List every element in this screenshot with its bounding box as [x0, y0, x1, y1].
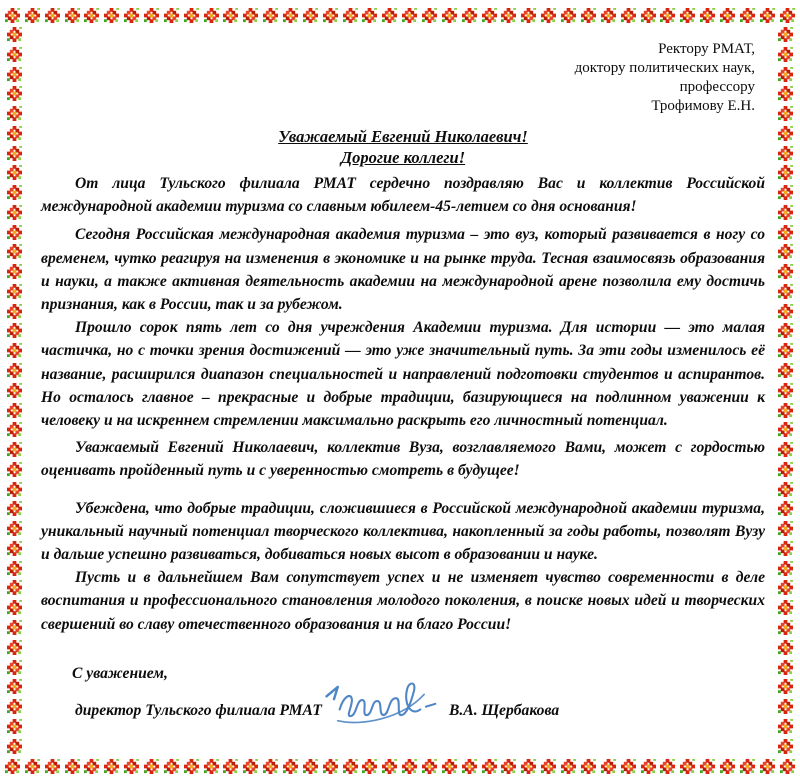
- flower-icon: [778, 304, 793, 319]
- letter-body: [41, 172, 765, 636]
- letter-content: [41, 32, 765, 743]
- flower-icon: [382, 8, 397, 23]
- flower-icon: [65, 759, 80, 774]
- flower-icon: [422, 8, 437, 23]
- flower-icon: [7, 106, 22, 121]
- flower-icon: [778, 323, 793, 338]
- flower-icon: [778, 47, 793, 62]
- flower-icon: [7, 304, 22, 319]
- flower-icon: [7, 462, 22, 477]
- flower-icon: [7, 403, 22, 418]
- flower-icon: [382, 759, 397, 774]
- flower-icon: [501, 759, 516, 774]
- flower-icon: [7, 244, 22, 259]
- flower-icon: [581, 759, 596, 774]
- flower-icon: [462, 8, 477, 23]
- paragraph: Пусть и в дальнейшем Вам сопутствует успех и не изменяет чувство современности в деле воспитания и профессионального становления молодого поколения, в поиске новых идей и творческих свершений во славу отечественного образования и на благо России!: [41, 569, 765, 633]
- flower-icon: [778, 679, 793, 694]
- flower-icon: [243, 759, 258, 774]
- flower-icon: [778, 106, 793, 121]
- flower-icon: [740, 8, 755, 23]
- flower-icon: [7, 521, 22, 536]
- flower-icon: [45, 8, 60, 23]
- flower-icon: [680, 759, 695, 774]
- flower-icon: [7, 422, 22, 437]
- flower-icon: [7, 86, 22, 101]
- flower-icon: [621, 8, 636, 23]
- flower-icon: [7, 739, 22, 754]
- flower-icon: [778, 383, 793, 398]
- flower-icon: [362, 8, 377, 23]
- salutation-line-2: Дорогие коллеги!: [340, 147, 466, 167]
- flower-icon: [124, 759, 139, 774]
- flower-icon: [283, 8, 298, 23]
- flower-icon: [521, 759, 536, 774]
- border-right: [777, 27, 793, 754]
- border-top: [5, 7, 795, 23]
- flower-icon: [84, 8, 99, 23]
- flower-icon: [778, 739, 793, 754]
- flower-icon: [521, 8, 536, 23]
- flower-icon: [660, 759, 675, 774]
- salutation-line-1: Уважаемый Евгений Николаевич!: [278, 127, 528, 146]
- flower-icon: [778, 462, 793, 477]
- flower-icon: [720, 759, 735, 774]
- flower-icon: [760, 8, 775, 23]
- flower-icon: [144, 759, 159, 774]
- flower-icon: [7, 501, 22, 516]
- flower-icon: [778, 521, 793, 536]
- flower-icon: [7, 343, 22, 358]
- flower-icon: [778, 422, 793, 437]
- flower-icon: [402, 759, 417, 774]
- flower-icon: [501, 8, 516, 23]
- addressee-block: [41, 40, 755, 116]
- flower-icon: [124, 8, 139, 23]
- flower-icon: [778, 403, 793, 418]
- flower-icon: [7, 600, 22, 615]
- flower-icon: [778, 719, 793, 734]
- flower-icon: [25, 759, 40, 774]
- flower-icon: [263, 8, 278, 23]
- flower-icon: [601, 8, 616, 23]
- flower-icon: [778, 27, 793, 42]
- flower-icon: [720, 8, 735, 23]
- flower-icon: [740, 759, 755, 774]
- border-left: [6, 27, 22, 754]
- flower-icon: [164, 8, 179, 23]
- flower-icon: [778, 225, 793, 240]
- signer-role: директор Тульского филиала РМАТ: [75, 701, 322, 719]
- flower-icon: [778, 541, 793, 556]
- flower-icon: [104, 8, 119, 23]
- flower-icon: [84, 759, 99, 774]
- flower-icon: [243, 8, 258, 23]
- flower-icon: [7, 67, 22, 82]
- flower-icon: [778, 284, 793, 299]
- flower-icon: [778, 165, 793, 180]
- border-bottom: [5, 758, 795, 774]
- flower-icon: [601, 759, 616, 774]
- flower-icon: [303, 759, 318, 774]
- flower-icon: [184, 759, 199, 774]
- flower-icon: [760, 759, 775, 774]
- flower-icon: [778, 660, 793, 675]
- flower-icon: [263, 759, 278, 774]
- flower-icon: [25, 8, 40, 23]
- flower-icon: [778, 600, 793, 615]
- paragraph: Сегодня Российская международная академия туризма – это вуз, который развивается в ногу со временем, чутко реагируя на изменения в экономике и на рынке труда. Тесная взаимосвязь образования и науки, а также активная деятельность академии на международной арене позволила ему достичь признания, как в России, так и за рубежом.: [41, 226, 765, 314]
- flower-icon: [7, 363, 22, 378]
- addressee-line: Ректору РМАТ,: [658, 41, 755, 57]
- flower-icon: [641, 759, 656, 774]
- flower-icon: [7, 580, 22, 595]
- paragraph: Убеждена, что добрые традиции, сложившиеся в Российской международной академии туризма, уникальный научный потенциал творческого коллектива, накопленный за годы работы, позволят Вузу и дальше успешно развиваться, добиваться новых высот в образовании и науке.: [41, 499, 765, 564]
- flower-icon: [7, 225, 22, 240]
- flower-icon: [7, 185, 22, 200]
- flower-icon: [778, 126, 793, 141]
- flower-icon: [778, 86, 793, 101]
- flower-icon: [7, 146, 22, 161]
- flower-icon: [482, 759, 497, 774]
- flower-icon: [7, 383, 22, 398]
- flower-icon: [7, 620, 22, 635]
- flower-icon: [541, 759, 556, 774]
- flower-icon: [462, 759, 477, 774]
- flower-icon: [7, 323, 22, 338]
- flower-icon: [660, 8, 675, 23]
- flower-icon: [343, 759, 358, 774]
- flower-icon: [7, 264, 22, 279]
- flower-icon: [343, 8, 358, 23]
- closing-line: С уважением,: [72, 664, 168, 682]
- flower-icon: [7, 719, 22, 734]
- flower-icon: [778, 501, 793, 516]
- flower-icon: [581, 8, 596, 23]
- flower-icon: [778, 205, 793, 220]
- flower-icon: [144, 8, 159, 23]
- flower-icon: [223, 8, 238, 23]
- flower-icon: [7, 660, 22, 675]
- addressee-line: Трофимову Е.Н.: [651, 98, 755, 114]
- flower-icon: [7, 541, 22, 556]
- flower-icon: [442, 8, 457, 23]
- flower-icon: [223, 759, 238, 774]
- flower-icon: [65, 8, 80, 23]
- flower-icon: [778, 244, 793, 259]
- paragraph: Прошло сорок пять лет со дня учреждения Академии туризма. Для истории — это малая частичка, но с точки зрения достижений — это уже значительный путь. За эти годы изменилось её название, расширился диапазон специальностей и направлений подготовки студентов и аспирантов. Но осталось главное – прекрасные и добрые традиции, базирующиеся на подлинном уважении к человеку и на искреннем стремлении максимально раскрыть его личностный потенциал.: [41, 319, 765, 430]
- flower-icon: [778, 264, 793, 279]
- flower-icon: [164, 759, 179, 774]
- addressee-line: доктору политических наук,: [574, 60, 755, 76]
- flower-icon: [7, 482, 22, 497]
- flower-icon: [778, 699, 793, 714]
- flower-icon: [7, 561, 22, 576]
- flower-icon: [7, 165, 22, 180]
- flower-icon: [780, 759, 795, 774]
- flower-icon: [104, 759, 119, 774]
- flower-icon: [5, 8, 20, 23]
- flower-icon: [541, 8, 556, 23]
- flower-icon: [680, 8, 695, 23]
- flower-icon: [778, 482, 793, 497]
- flower-icon: [7, 640, 22, 655]
- flower-icon: [45, 759, 60, 774]
- flower-icon: [7, 442, 22, 457]
- flower-icon: [422, 759, 437, 774]
- flower-icon: [778, 640, 793, 655]
- flower-icon: [778, 185, 793, 200]
- addressee-line: профессору: [679, 79, 755, 95]
- signer-name: В.А. Щербакова: [449, 701, 560, 719]
- flower-icon: [7, 284, 22, 299]
- flower-icon: [700, 759, 715, 774]
- flower-icon: [778, 561, 793, 576]
- flower-icon: [5, 759, 20, 774]
- paragraph: От лица Тульского филиала РМАТ сердечно поздравляю Вас и коллектив Российской международной академии туризма со славным юбилеем-45-летием со дня основания!: [41, 175, 765, 216]
- flower-icon: [778, 67, 793, 82]
- flower-icon: [700, 8, 715, 23]
- flower-icon: [7, 47, 22, 62]
- flower-icon: [323, 759, 338, 774]
- flower-icon: [7, 205, 22, 220]
- flower-icon: [482, 8, 497, 23]
- flower-icon: [778, 442, 793, 457]
- flower-icon: [778, 580, 793, 595]
- flower-icon: [621, 759, 636, 774]
- flower-icon: [184, 8, 199, 23]
- flower-icon: [778, 620, 793, 635]
- flower-icon: [561, 8, 576, 23]
- flower-icon: [7, 27, 22, 42]
- flower-icon: [323, 8, 338, 23]
- flower-icon: [778, 363, 793, 378]
- flower-icon: [442, 759, 457, 774]
- salutation: [41, 127, 765, 168]
- flower-icon: [204, 8, 219, 23]
- flower-icon: [303, 8, 318, 23]
- flower-icon: [362, 759, 377, 774]
- flower-icon: [780, 8, 795, 23]
- flower-icon: [402, 8, 417, 23]
- flower-icon: [283, 759, 298, 774]
- flower-icon: [204, 759, 219, 774]
- paragraph: Уважаемый Евгений Николаевич, коллектив Вуза, возглавляемого Вами, может с гордостью оценивать пройденный путь и с уверенностью смотреть в будущее!: [41, 439, 765, 480]
- flower-icon: [641, 8, 656, 23]
- flower-icon: [7, 679, 22, 694]
- flower-icon: [7, 699, 22, 714]
- signature-icon: [319, 675, 441, 734]
- flower-icon: [561, 759, 576, 774]
- flower-icon: [778, 146, 793, 161]
- signature-block: [41, 697, 765, 743]
- flower-icon: [7, 126, 22, 141]
- flower-icon: [778, 343, 793, 358]
